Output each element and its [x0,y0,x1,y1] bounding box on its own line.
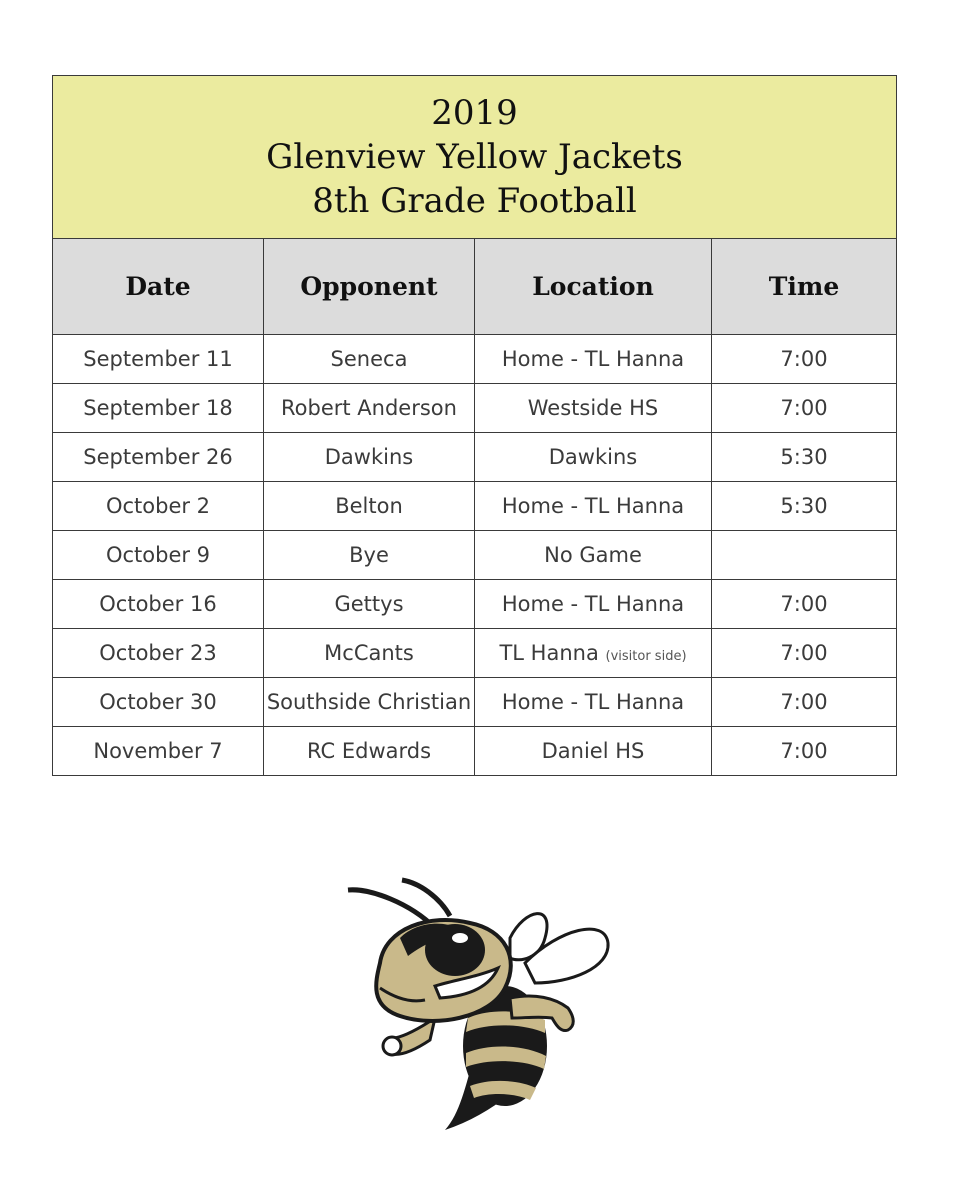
opponent-cell [264,384,475,433]
opponent-text: McCants [324,641,414,665]
title-year: 2019 [431,93,518,133]
location-cell [475,384,712,433]
date-text: October 30 [99,690,217,714]
opponent-text: Southside Christian [266,690,472,714]
location-text: Daniel HS [541,739,645,763]
location-text: Home - TL Hanna [501,494,685,518]
time-text: 7:00 [780,396,828,420]
time-text: 7:00 [780,592,828,616]
table-row [53,678,897,727]
location-cell [475,629,712,678]
date-text: October 23 [99,641,217,665]
date-cell [53,629,264,678]
yellow-jacket-mascot-icon [340,868,620,1138]
location-cell [475,482,712,531]
schedule-table [52,75,897,776]
location-text: Home - TL Hanna [501,347,685,371]
time-cell [712,678,897,727]
location-cell [475,580,712,629]
opponent-text: Robert Anderson [281,396,457,420]
time-text: 7:00 [780,641,828,665]
location-cell [475,335,712,384]
date-cell [53,678,264,727]
opponent-cell [264,727,475,776]
time-text: 7:00 [780,347,828,371]
opponent-text: Seneca [330,347,408,371]
date-text: September 26 [83,445,233,469]
table-row [53,384,897,433]
opponent-text: Bye [349,543,389,567]
location-cell [475,433,712,482]
column-header-location: Location [475,239,712,335]
opponent-cell [264,678,475,727]
opponent-cell [264,433,475,482]
opponent-cell [264,335,475,384]
opponent-text: Gettys [334,592,404,616]
location-cell [475,678,712,727]
date-cell [53,727,264,776]
date-text: November 7 [93,739,223,763]
time-cell [712,433,897,482]
time-cell [712,531,897,580]
date-text: October 16 [99,592,217,616]
table-row [53,727,897,776]
column-header-time: Time [712,239,897,335]
date-cell [53,335,264,384]
date-cell [53,482,264,531]
table-row [53,531,897,580]
time-text: 5:30 [780,445,828,469]
opponent-cell [264,580,475,629]
time-text: 7:00 [780,690,828,714]
location-text: No Game [544,543,642,567]
time-cell [712,335,897,384]
opponent-cell [264,531,475,580]
date-text: October 2 [105,494,211,518]
opponent-cell [264,482,475,531]
opponent-text: RC Edwards [306,739,432,763]
date-text: October 9 [105,543,211,567]
location-text: Home - TL Hanna [501,592,685,616]
location-cell [475,727,712,776]
location-text: Dawkins [548,445,638,469]
time-text: 7:00 [780,739,828,763]
column-header-date: Date [53,239,264,335]
opponent-text: Dawkins [324,445,414,469]
time-cell [712,580,897,629]
time-cell [712,629,897,678]
table-row [53,335,897,384]
title-team: Glenview Yellow Jackets [266,137,683,177]
time-cell [712,384,897,433]
time-text: 5:30 [780,494,828,518]
table-row [53,629,897,678]
location-text: Westside HS [527,396,659,420]
schedule-title [53,76,897,239]
time-cell [712,482,897,531]
title-program: 8th Grade Football [312,181,637,221]
opponent-text: Belton [335,494,403,518]
table-row [53,433,897,482]
date-cell [53,384,264,433]
table-row [53,580,897,629]
location-cell [475,531,712,580]
date-cell [53,433,264,482]
date-cell [53,531,264,580]
time-cell [712,727,897,776]
opponent-cell [264,629,475,678]
date-text: September 18 [83,396,233,420]
location-note: (visitor side) [605,649,687,664]
location-text: TL Hanna [499,641,599,665]
date-text: September 11 [83,347,233,371]
header-row [53,239,897,335]
column-header-opponent: Opponent [264,239,475,335]
table-row [53,482,897,531]
location-text: Home - TL Hanna [501,690,685,714]
date-cell [53,580,264,629]
